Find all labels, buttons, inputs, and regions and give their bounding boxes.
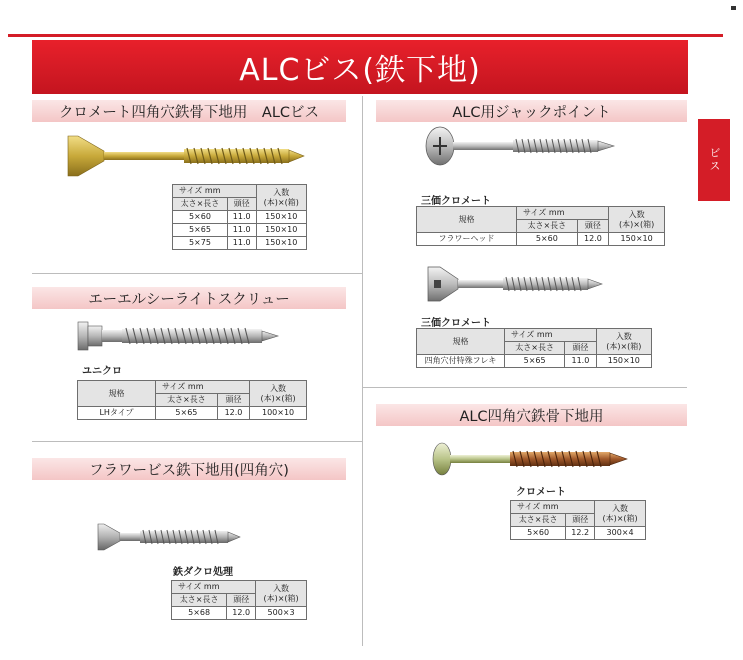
dim-cell: 5×75: [173, 237, 228, 250]
head-header: 頭径: [566, 514, 595, 527]
dim-header: 太さ×長さ: [517, 220, 578, 233]
dim-header: 太さ×長さ: [173, 198, 228, 211]
dim-header: 太さ×長さ: [172, 594, 227, 607]
section-title: フラワービス鉄下地用(四角穴): [89, 462, 289, 479]
head-header: 頭径: [227, 198, 256, 211]
dim-cell: 5×65: [173, 224, 228, 237]
head-cell: 12.2: [566, 527, 595, 540]
qty-cell: 300×4: [595, 527, 646, 540]
spec-cell: 四角穴付特殊フレキ: [417, 355, 505, 368]
spec-cell: LHタイプ: [78, 407, 156, 420]
head-cell: 12.0: [577, 233, 609, 246]
size-header: サイズ mm: [173, 185, 257, 198]
size-header: サイズ mm: [517, 207, 609, 220]
qty-cell: 150×10: [256, 224, 306, 237]
qty-cell: 500×3: [256, 607, 307, 620]
qty-header: 入数 (本)×(箱): [256, 581, 307, 607]
table-row: [173, 211, 307, 224]
finish-label: 三価クロメート: [421, 196, 491, 207]
qty-header: 入数 (本)×(箱): [256, 185, 306, 211]
table-row: [173, 224, 307, 237]
finish-label: 三価クロメート: [421, 318, 491, 329]
screw-image-silver-hex: [72, 318, 292, 354]
section-header-light-screw: [32, 287, 346, 309]
finish-label: ユニクロ: [82, 366, 122, 377]
dim-cell: 5×65: [156, 407, 218, 420]
screw-thread: [510, 451, 610, 467]
page-title: ALCビス(鉄下地): [239, 53, 481, 88]
screw-thread: [513, 139, 598, 153]
dim-cell: 5×68: [172, 607, 227, 620]
head-header: 頭径: [217, 394, 249, 407]
qty-cell: 100×10: [250, 407, 307, 420]
table-row: [417, 233, 665, 246]
dim-cell: 5×60: [173, 211, 228, 224]
head-header: 頭径: [577, 220, 609, 233]
head-cell: 11.0: [227, 224, 256, 237]
dim-header: 太さ×長さ: [156, 394, 218, 407]
screw-image-copper: [430, 440, 630, 478]
corner-mark: [731, 6, 736, 10]
screw-image-silver-square: [426, 264, 606, 304]
finish-label: 鉄ダクロ処理: [173, 567, 233, 578]
spec-table-special-flex: [416, 328, 652, 368]
head-header: 頭径: [227, 594, 256, 607]
table-row: [417, 355, 652, 368]
table-row: [511, 527, 646, 540]
dim-header: 太さ×長さ: [505, 342, 565, 355]
side-tab-label: ビス: [708, 147, 721, 173]
dim-header: 太さ×長さ: [511, 514, 566, 527]
main-banner: [32, 40, 688, 94]
screw-thread: [122, 328, 262, 344]
section-divider: [32, 441, 362, 442]
size-header: サイズ mm: [172, 581, 256, 594]
screw-thread: [503, 277, 588, 291]
size-header: サイズ mm: [156, 381, 250, 394]
qty-header: 入数 (本)×(箱): [595, 501, 646, 527]
screw-thread: [184, 148, 289, 164]
qty-header: 入数 (本)×(箱): [609, 207, 665, 233]
head-cell: 11.0: [565, 355, 596, 368]
spec-header: 規格: [78, 381, 156, 407]
screw-thread: [140, 530, 228, 544]
column-divider: [362, 96, 363, 646]
qty-header: 入数 (本)×(箱): [596, 329, 651, 355]
qty-header: 入数 (本)×(箱): [250, 381, 307, 407]
head-cell: 11.0: [227, 237, 256, 250]
qty-cell: 150×10: [596, 355, 651, 368]
screw-image-silver-phillips: [420, 124, 620, 168]
spec-table-jack-point: [416, 206, 665, 246]
head-cell: 12.0: [217, 407, 249, 420]
size-header: サイズ mm: [511, 501, 595, 514]
table-row: [173, 237, 307, 250]
section-title: ALC四角穴鉄骨下地用: [459, 408, 604, 425]
section-header-alc-screw: [32, 100, 346, 122]
screw-image-silver-flat: [96, 520, 246, 554]
top-rule: [8, 34, 723, 37]
side-tab[interactable]: [698, 119, 730, 201]
spec-table-alc-screw: [172, 184, 307, 250]
table-row: [78, 407, 307, 420]
head-cell: 12.0: [227, 607, 256, 620]
section-title: エーエルシーライトスクリュー: [88, 291, 290, 308]
qty-cell: 150×10: [256, 211, 306, 224]
head-cell: 11.0: [227, 211, 256, 224]
table-row: [172, 607, 307, 620]
spec-table-alc-square: [510, 500, 646, 540]
section-title: クロメート四角穴鉄骨下地用 ALCビス: [58, 104, 320, 121]
dim-cell: 5×60: [517, 233, 578, 246]
section-header-alc-square: [376, 404, 687, 426]
spec-table-flower-screw: [171, 580, 307, 620]
spec-table-light-screw: [77, 380, 307, 420]
section-divider: [32, 273, 362, 274]
finish-label: クロメート: [516, 487, 566, 498]
screw-image-gold: [64, 134, 314, 178]
dim-cell: 5×65: [505, 355, 565, 368]
size-header: サイズ mm: [505, 329, 597, 342]
head-header: 頭径: [565, 342, 596, 355]
section-divider: [362, 387, 687, 388]
section-header-jack-point: [376, 100, 687, 122]
section-header-flower-screw: [32, 458, 346, 480]
spec-header: 規格: [417, 329, 505, 355]
section-title: ALC用ジャックポイント: [452, 104, 611, 121]
dim-cell: 5×60: [511, 527, 566, 540]
qty-cell: 150×10: [256, 237, 306, 250]
spec-cell: フラワーヘッド: [417, 233, 517, 246]
qty-cell: 150×10: [609, 233, 665, 246]
spec-header: 規格: [417, 207, 517, 233]
